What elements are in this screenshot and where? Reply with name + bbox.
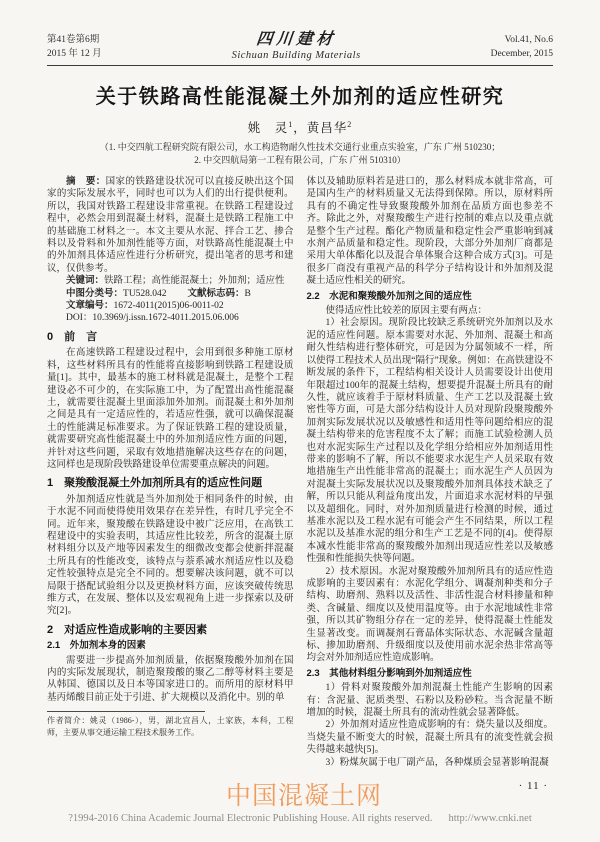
article-id-label: 文章编号：	[66, 301, 114, 312]
author-separator: ，	[293, 121, 307, 135]
author-1: 姚 灵	[247, 121, 289, 135]
watermark-china-concrete-net: 中国混凝土网	[226, 782, 383, 810]
section-2-3-heading: 2.3 其他材料组分影响到外加剂适应性	[306, 667, 472, 679]
date-cn: 2015 年 12 月	[47, 48, 102, 59]
clc-value: TU528.042	[123, 288, 167, 299]
section-2-3-paragraph-2: 2）外加剂对适应性造成影响的有：烧失量以及细度。当烧失量不断变大的时候，混凝土所具有的流变性就会损失得越来越快[5]。	[306, 720, 553, 756]
section-2-heading: 2 对适应性造成影响的主要因素	[47, 623, 208, 636]
author-bio-footnote	[47, 711, 294, 738]
article-body	[47, 176, 553, 769]
section-1-paragraph: 外加剂适应性就是当外加剂处于相同条件的时候，由于水泥不同而使得使用效果存在差异性，有时几乎完全不同。近年来，聚羧酸在铁路建设中被广泛应用，在高铁工程建设中的实验表明，其适应性比较差，所含的混凝土原材料组分以及产地等因素发生的细微改变都会使新拌混凝土所具有的性能改变，该特点与萘系减水剂适应性以及稳定性较强特点是完全不同的。想要解决该问题，就不可以局限于搭配试验组分以及更换材料方面，应该突破传统思维方式，在发展、整体以及宏观视角上进一步探索以及研究[2]。	[47, 494, 294, 617]
article-id	[47, 300, 294, 312]
volume-issue-cn: 第41卷第6期	[47, 35, 100, 45]
affiliations	[47, 141, 553, 167]
copyright-text: ?1994-2016 China Academic Journal Electronic Publishing House. All rights reserved.	[68, 813, 433, 824]
doi	[47, 312, 294, 324]
doi-label: DOI：	[66, 313, 93, 324]
article-title: 关于铁路高性能混凝土外加剂的适应性研究	[95, 86, 505, 108]
journal-name-en: Sichuan Building Materials	[231, 50, 361, 61]
keywords	[47, 275, 294, 287]
section-2-1-heading: 2.1 外加剂本身的因素	[47, 640, 146, 652]
author-bio-text: 作者简介：姚灵（1986-），男，湖北宜昌人，土家族，本科，工程师，主要从事交通运输工程技术服务工作。	[47, 716, 294, 737]
section-2-2-intro: 使得适应性比较差的原因主要有两点：	[325, 306, 488, 317]
author-1-sup: 1	[288, 119, 294, 129]
doc-code-label: 文献标志码：	[187, 288, 245, 299]
section-1-heading: 1 聚羧酸混凝土外加剂所具有的适应性问题	[47, 477, 263, 490]
abstract-label: 摘 要：	[66, 177, 106, 187]
doi-value: 10.3969/j.issn.1672-4011.2015.06.006	[92, 313, 239, 324]
header-issue-cn	[47, 34, 102, 61]
author-2-sup: 2	[347, 119, 353, 129]
section-2-3-paragraph-1: 1）骨料对聚羧酸外加剂混凝土性能产生影响的因素有：含泥量、泥质类型、石粉以及粉砂粒。当含泥量不断增加的时候，混凝土所具有的流动性就会显著降低。	[306, 683, 553, 719]
cnki-url: http://www.cnki.net	[448, 813, 532, 824]
section-2-2-paragraph-2: 2）技术原因。水泥对聚羧酸外加剂所具有的适应性造成影响的主要因素有：水泥化学组分、调凝剂种类和分子结构、助磨剂、熟料以及活性、非活性混合材料掺量和种类、含碱量、细度以及使用温度等。由于水泥地域性非常强，所以其矿物组分存在一定的差异，使得混凝土性能发生显著改变。而调凝剂石膏晶体实际状态、水泥碱含量超标、掺加助磨剂、升级细度以及使用前水泥余热非常高等均会对外加剂适应性造成影响。	[306, 566, 553, 664]
keywords-label: 关键词：	[66, 276, 105, 287]
section-2-2-heading: 2.2 水泥和聚羧酸外加剂之间的适应性	[306, 290, 472, 302]
section-2-1-paragraph-right: 体以及辅助原料若是进口的，那么材料成本就非常高，可是国内生产的材料质量又无法得到保障。所以，原材料所具有的不确定性导致聚羧酸外加剂在品质方面也参差不齐。除此之外，对聚羧酸生产进行控制的难点以及重点就是整个生产过程。酯化产物质量和稳定性会严重影响到减水剂产品质量和稳定性。现阶段，大部分外加剂厂商都是采用大单体酯化以及混合单体聚合这种合成方式[3]。可是很多厂商没有重视产品的科学分子结构设计和外加剂及混凝土适应性相关的研究。	[306, 177, 553, 287]
cnki-copyright-footer	[0, 813, 600, 824]
affiliation-line-2: 2. 中交四航局第一工程有限公司，广东 广州 510310）	[194, 155, 406, 165]
section-2-1-paragraph-left: 需要进一步提高外加剂质量，依据聚羧酸外加剂在国内的实际发展现状，制造聚羧酸的聚乙二醇等材料主要是从韩国、德国以及日本等国家进口的。而所用的原材料甲基丙烯酸目前正处于引进、扩大规模以及消化中。别的单	[47, 655, 294, 703]
volume-issue-en: Vol.41, No.6	[504, 35, 553, 45]
clc-label: 中图分类号：	[66, 288, 124, 299]
header-issue-en	[491, 34, 553, 61]
section-2-3-paragraph-3: 3）粉煤灰属于电厂副产品，各种煤质会显著影响混凝	[325, 757, 549, 768]
clc-doc-code	[47, 288, 294, 300]
doc-code-value: B	[244, 288, 251, 299]
journal-header	[47, 26, 553, 66]
abstract-text: 国家的铁路建设状况可以直接反映出这个国家的实际发展水平，同时也可以为人们的出行提供便利。所以，我国对铁路工程建设非常重视。在铁路工程建设过程中，必然会用到混凝土材料，混凝土是铁路工程施工中的基础施工材料之一。本文主要从水泥、拌合工艺、掺合料以及骨料和外加剂性能等方面，对铁路高性能混凝土中的外加剂具体适应性进行分析研究，提出笔者的思考和建议，仅供参考。	[47, 177, 294, 274]
left-column	[47, 176, 294, 769]
section-0-paragraph: 在高速铁路工程建设过程中，会用到很多种施工原材料，这些材料所具有的性能将直接影响到铁路工程建设质量[1]。其中，最基本的施工材料就是混凝土，是整个工程建设必不可少的，在实际施工中，为了配置出高性能混凝土，就需要往混凝土里面添加外加剂。而混凝土和外加剂之间是具有一定适应性的，若适应性强，就可以确保混凝土的性能满足标准要求。为了保证铁路工程的建设质量，就需要研究高性能混凝土中的外加剂适应性方面的问题，并针对这些问题，采取有效地措施解决这些存在的问题，这同样也是现阶段铁路建设单位需要重点解决的问题。	[47, 348, 294, 470]
section-2-2-paragraph-1: 1）社会原因。现阶段比较缺乏系统研究外加剂以及水泥的适应性问题。原本需要对水泥、外加剂、混凝土和高耐久性结构进行整体研究，可是因为分属领域不一样，所以使得工程技术人员出现“隔行”现象。例如：在高铁建设不断发展的条件下，工程结构相关设计人员需要设计出使用年限超过100年的混凝土结构，想要提升混凝土所具有的耐久性，就应该着手于原材料质量、生产工艺以及混凝土致密性等方面，可是大部分结构设计人员对现阶段聚羧酸外加剂实际发展状况以及敏感性和适用性等问题给相应的混凝土结构带来的危害程度不太了解；而施工试验检测人员也对水泥实际生产过程以及化学组分给相应外加剂适用性带来的影响不了解，所以不能要求水泥生产人员采取有效地措施生产出性能非常高的混凝土；而水泥生产人员因为对混凝土实际发展状况以及聚羧酸外加剂具体技术缺乏了解，所以只能从利益角度出发，片面追求水泥材料的早强以及超细化。同时，对外加剂质量进行检测的时候，通过基准水泥以及工程水泥有可能会产生不同结果，所以工程水泥以及基准水泥的组分和生产工艺是不同的[4]。使得原本减水性能非常高的聚羧酸外加剂出现适应性差以及敏感性强和性能损失快等问题。	[306, 318, 553, 565]
footnote-divider	[47, 711, 205, 712]
section-0-heading: 0 前 言	[47, 330, 98, 343]
page-number: · 11 ·	[518, 780, 548, 792]
right-column	[307, 176, 554, 769]
abstract	[47, 176, 294, 275]
date-en: December, 2015	[490, 48, 553, 59]
affiliation-line-1: （1. 中交四航工程研究院有限公司，水工构造物耐久性技术交通行业重点实验室，广东 广州 510230；	[99, 142, 501, 152]
author-2: 黄昌华	[306, 121, 348, 135]
authors	[47, 118, 553, 136]
keywords-text: 铁路工程；高性能混凝土；外加剂；适应性	[104, 276, 285, 287]
journal-logo: 四川建材	[255, 29, 338, 48]
article-id-value: 1672-4011(2015)06-0011-02	[113, 301, 224, 312]
journal-logo-block	[232, 26, 361, 61]
